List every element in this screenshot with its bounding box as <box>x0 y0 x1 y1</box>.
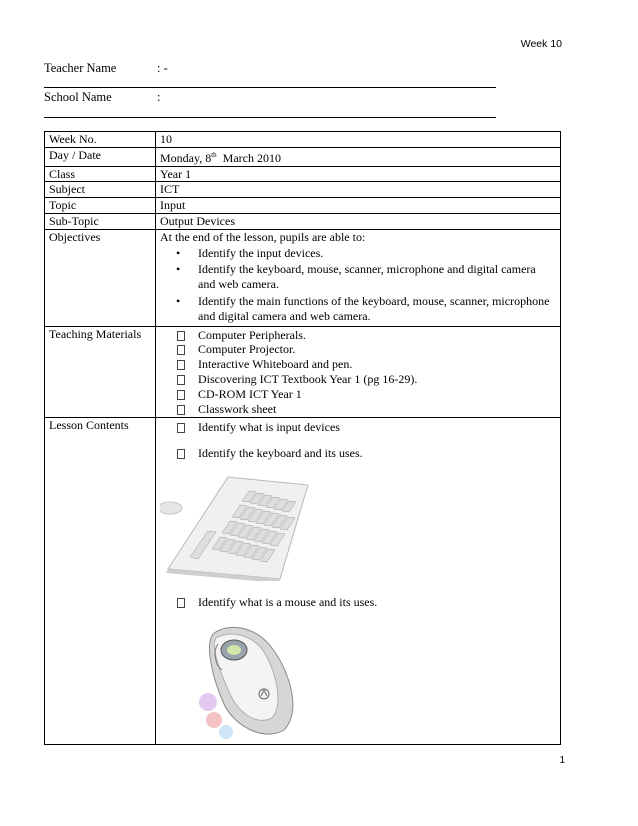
list-item-text: Identify the keyboard and its uses. <box>198 446 363 461</box>
list-item <box>160 595 556 610</box>
lesson-contents-cell <box>156 418 561 745</box>
list-item <box>198 357 556 372</box>
list-item <box>198 342 556 357</box>
table-row <box>45 326 561 418</box>
objectives-list <box>160 245 556 325</box>
day-date-value <box>156 147 561 166</box>
lesson-contents-label: Lesson Contents <box>45 418 156 745</box>
objectives-cell <box>156 229 561 326</box>
keyboard-icon <box>160 471 310 581</box>
teacher-name-colon: : - <box>157 61 168 75</box>
checkbox-glyph-icon <box>177 375 185 385</box>
materials-label: Teaching Materials <box>45 326 156 418</box>
materials-list <box>160 328 556 417</box>
table-row <box>45 132 561 148</box>
list-item <box>198 387 556 402</box>
list-item <box>160 446 556 461</box>
table-row <box>45 147 561 166</box>
materials-cell <box>156 326 561 418</box>
page-number: 1 <box>559 755 565 766</box>
list-item-text: Computer Projector. <box>198 342 296 357</box>
week-no-label: Week No. <box>45 132 156 148</box>
list-item-text: Discovering ICT Textbook Year 1 (pg 16-29). <box>198 371 418 386</box>
class-label: Class <box>45 166 156 182</box>
table-row <box>45 198 561 214</box>
lesson-plan-table <box>44 131 561 745</box>
subtopic-label: Sub-Topic <box>45 213 156 229</box>
list-item <box>198 402 556 417</box>
list-item: • Identify the input devices. <box>198 245 556 262</box>
day-date-sup: th <box>211 150 217 159</box>
table-row <box>45 213 561 229</box>
list-item <box>160 420 556 435</box>
topic-value: Input <box>156 198 561 214</box>
teacher-name-line <box>44 87 496 88</box>
checkbox-glyph-icon <box>177 360 185 370</box>
day-date-day: Monday, 8 <box>160 150 212 165</box>
checkbox-glyph-icon <box>177 331 185 341</box>
objectives-label: Objectives <box>45 229 156 326</box>
table-row <box>45 182 561 198</box>
teacher-name-label: Teacher Name <box>44 61 117 75</box>
subject-label: Subject <box>45 182 156 198</box>
list-item: • Identify the keyboard, mouse, scanner, microphone and digital camera and web camera. <box>198 261 556 293</box>
table-row <box>45 229 561 326</box>
list-item-text: CD-ROM ICT Year 1 <box>198 386 302 401</box>
list-item-text: Classwork sheet <box>198 401 277 416</box>
checkbox-glyph-icon <box>177 390 185 400</box>
checkbox-glyph-icon <box>177 405 185 415</box>
school-name-label: School Name <box>44 90 112 104</box>
mouse-icon <box>198 620 308 740</box>
school-name-colon: : <box>157 90 161 104</box>
keyboard-image <box>160 471 310 581</box>
checkbox-glyph-icon <box>177 449 185 459</box>
class-value: Year 1 <box>156 166 561 182</box>
week-label: Week 10 <box>520 38 562 50</box>
week-no-value: 10 <box>156 132 561 148</box>
list-item <box>198 372 556 387</box>
topic-label: Topic <box>45 198 156 214</box>
list-item-text: Identify what is a mouse and its uses. <box>198 594 378 609</box>
table-row <box>45 418 561 745</box>
school-name-line <box>44 117 496 118</box>
objectives-intro: At the end of the lesson, pupils are able to: <box>160 229 366 244</box>
checkbox-glyph-icon <box>177 423 185 433</box>
list-item-text: Interactive Whiteboard and pen. <box>198 357 353 372</box>
table-row <box>45 166 561 182</box>
checkbox-glyph-icon <box>177 598 185 608</box>
mouse-image <box>198 620 308 740</box>
day-date-rest: March 2010 <box>216 150 281 165</box>
list-item <box>198 328 556 343</box>
day-date-label: Day / Date <box>45 147 156 166</box>
checkbox-glyph-icon <box>177 345 185 355</box>
list-item: • Identify the main functions of the keyboard, mouse, scanner, microphone and digital camera and web camera. <box>198 293 556 325</box>
subject-value: ICT <box>156 182 561 198</box>
list-item-text: Computer Peripherals. <box>198 327 306 342</box>
subtopic-value: Output Devices <box>156 213 561 229</box>
list-item-text: Identify what is input devices <box>198 420 340 435</box>
